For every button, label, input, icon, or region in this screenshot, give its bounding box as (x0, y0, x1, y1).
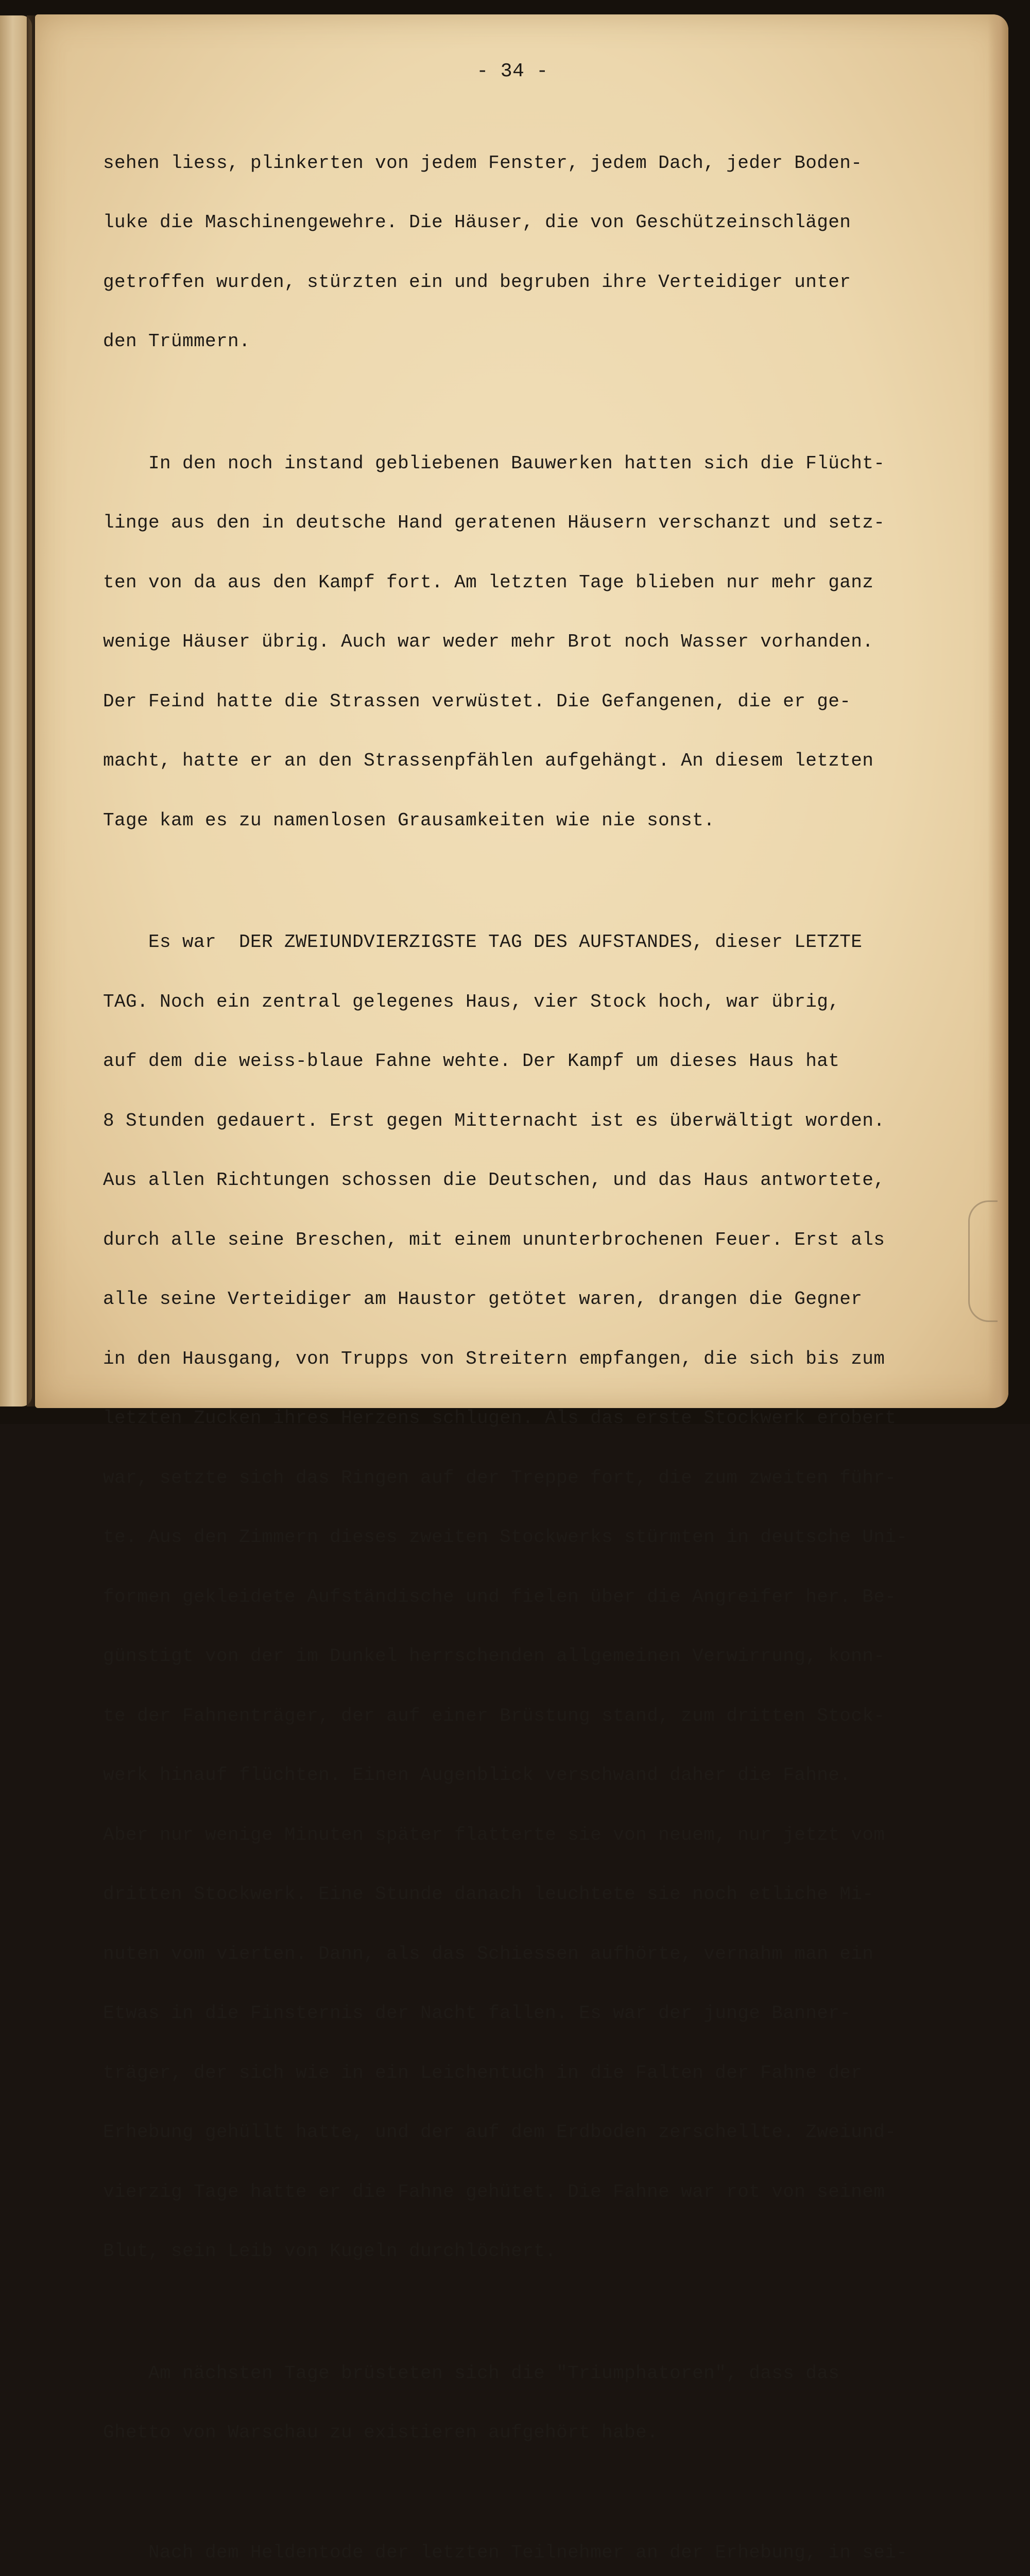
text-line: Erhebung gehüllt hatte, und der auf dem Erdboden zerschellte. Zweiund- (103, 2123, 968, 2143)
text-line: Blut, sein Leib von Kugeln durchlöchert. (103, 2242, 968, 2262)
text-line: war, setzte sich das Ringen auf der Treppe fort, die zum zweiten führ- (103, 1468, 968, 1488)
paragraph-2 (103, 414, 968, 871)
text-line: vierzig Tage hatte er die Fahne gehütet. Die Fahne war rot von seinem (103, 2182, 968, 2202)
text-line: den Trümmern. (103, 332, 968, 352)
text-line: Am nächsten Tage brüsteten sich die "Triumphatoren", dass das (103, 2364, 968, 2384)
text-line: nuten vom vierten. Dann, als das Schiessen aufhörte, vernahm man ein (103, 1944, 968, 1964)
paragraph-3 (103, 893, 968, 2301)
text-line: te der Fahnenträger, der auf einer Brüstung stand, zum dritten Stock- (103, 1706, 968, 1726)
text-line: Tage kam es zu namenlosen Grausamkeiten wie nie sonst. (103, 811, 968, 831)
text-line: ten von da aus den Kampf fort. Am letzten Tage blieben nur mehr ganz (103, 573, 968, 593)
text-line: auf dem die weiss-blaue Fahne wehte. Der Kampf um dieses Haus hat (103, 1052, 968, 1072)
text-line: getroffen wurden, stürzten ein und begruben ihre Verteidiger unter (103, 273, 968, 293)
text-line: TAG. Noch ein zentral gelegenes Haus, vier Stock hoch, war übrig, (103, 992, 968, 1012)
page-number: - 34 - (103, 62, 968, 82)
text-line: letzten Zucken ihres Herzens schlugen. Als das erste Stockwerk erobert (103, 1409, 968, 1429)
text-line: te. Aus den Zimmern dieses zweiten Stockwerks stürmten in deutsche Uni- (103, 1528, 968, 1548)
paragraph-5 (103, 2503, 968, 2576)
text-line: werk hinauf flüchten. Einen Augenblick verschwand daher die Fahne. (103, 1766, 968, 1786)
binder-ring-mark (968, 1200, 998, 1322)
text-line: wenige Häuser übrig. Auch war weder mehr Brot noch Wasser vorhanden. (103, 632, 968, 652)
text-line: in den Hausgang, von Trupps von Streitern empfangen, die sich bis zum (103, 1349, 968, 1369)
text-line: Aus allen Richtungen schossen die Deutschen, und das Haus antwortete, (103, 1171, 968, 1191)
text-line: günstigt von der im Dunkel herrschenden allgemeinen Verwirrung, konn- (103, 1647, 968, 1667)
text-line: luke die Maschinengewehre. Die Häuser, die von Geschützeinschlägen (103, 213, 968, 233)
text-line: träger, der sich wie in ein Leichentuch in die Falten der Fahne der (103, 2063, 968, 2083)
paragraph-1 (103, 114, 968, 392)
text-line: Der Feind hatte die Strassen verwüstet. Die Gefangenen, die er ge- (103, 692, 968, 712)
text-line: alle seine Verteidiger am Haustor getötet waren, drangen die Gegner (103, 1290, 968, 1310)
text-line: linge aus den in deutsche Hand geratenen Häusern verschanzt und setz- (103, 513, 968, 533)
text-line: Nach dem Heldentode der letzten Teilnehmer an der Erhebung, in sei- (103, 2543, 968, 2563)
sheet-right-edge (988, 14, 1008, 1408)
text-line: sehen liess, plinkerten von jedem Fenster, jedem Dach, jeder Boden- (103, 154, 968, 174)
text-line: Etwas in die Finsternis der Nacht fallen. Es war der junge Banner- (103, 2004, 968, 2024)
text-line: Es war DER ZWEIUNDVIERZIGSTE TAG DES AUFSTANDES, dieser LETZTE (103, 933, 968, 953)
text-line: formen gekleidete Aufständische und fielen über die Angreifer her. Be- (103, 1587, 968, 1607)
text-line: Ghetto von Warschau zu existieren aufgehört habe. (103, 2423, 968, 2443)
text-line: durch alle seine Breschen, mit einem ununterbrochenen Feuer. Erst als (103, 1230, 968, 1250)
text-line: dritten Stockwerk. Eine Stunde danach leuchtete sie noch etliche Mi- (103, 1885, 968, 1905)
paragraph-4 (103, 2324, 968, 2483)
text-line: In den noch instand gebliebenen Bauwerken hatten sich die Flücht- (103, 454, 968, 474)
text-line: Aber nur wenige Minuten später flatterte sie von neuem, nur jetzt vom (103, 1825, 968, 1845)
typewritten-text-block (103, 62, 968, 2576)
text-line: macht, hatte er an den Strassenpfählen aufgehängt. An diesem letzten (103, 751, 968, 771)
text-line: 8 Stunden gedauert. Erst gegen Mitternacht ist es überwältigt worden. (103, 1111, 968, 1131)
